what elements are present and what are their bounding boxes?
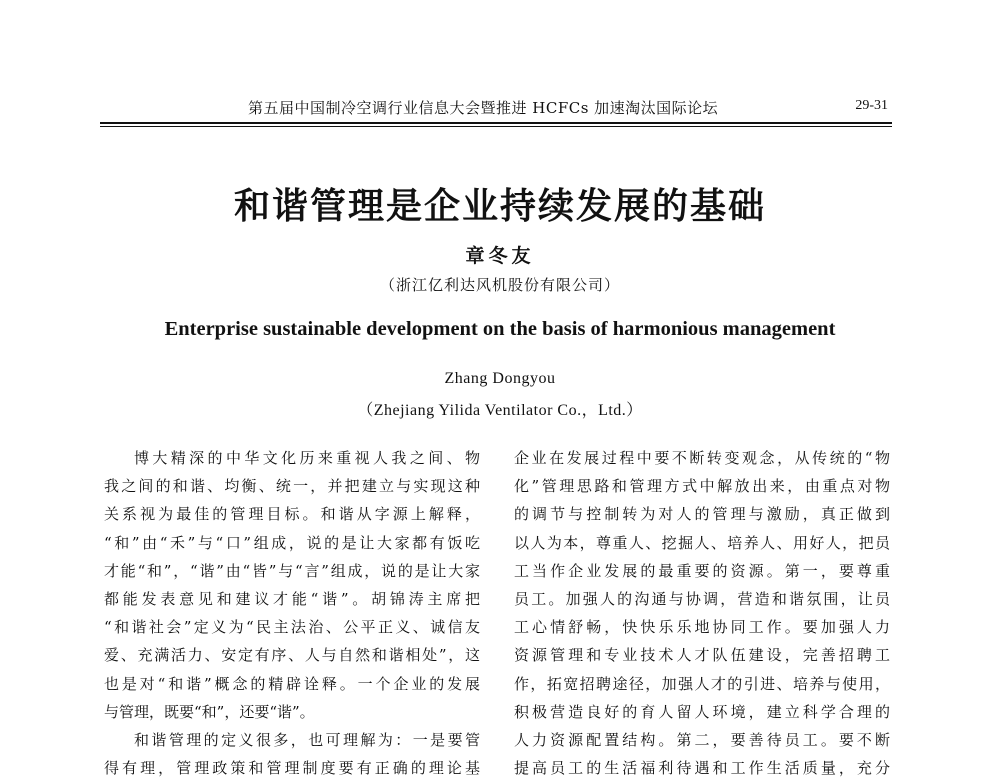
body-line: 关系视为最佳的管理目标。和谐从字源上解释， bbox=[104, 505, 480, 524]
running-header bbox=[100, 97, 890, 119]
affiliation-cn: （浙江亿利达风机股份有限公司） bbox=[379, 276, 620, 294]
body-line: 我之间的和谐、均衡、统一，并把建立与实现这种 bbox=[104, 477, 480, 496]
body-line: 爱、充满活力、安定有序、人与自然和谐相处”，这 bbox=[104, 646, 480, 665]
body-line: 作，拓宽招聘途径，加强人才的引进、培养与使用， bbox=[514, 674, 890, 693]
body-line: 资源管理和专业技术人才队伍建设，完善招聘工 bbox=[514, 646, 890, 665]
page-range: 29-31 bbox=[855, 98, 888, 113]
running-title: 第五届中国制冷空调行业信息大会暨推进 HCFCs 加速淘汰国际论坛 bbox=[248, 99, 719, 117]
body-line: 以人为本，尊重人、挖掘人、培养人、用好人，把员 bbox=[514, 533, 890, 552]
body-line: 也是对“和谐”概念的精辟诠释。一个企业的发展 bbox=[104, 674, 480, 693]
affiliation-en: （Zhejiang Yilida Ventilator Co.，Ltd.） bbox=[357, 402, 643, 419]
body-line: 人力资源配置结构。第二，要善待员工。要不断 bbox=[514, 730, 890, 749]
header-rule-thick bbox=[100, 122, 892, 124]
body-line: 和谐管理的定义很多，也可理解为：一是要管 bbox=[134, 730, 480, 749]
body-line: 企业在发展过程中要不断转变观念，从传统的“物 bbox=[514, 449, 890, 467]
author-en: Zhang Dongyou bbox=[444, 370, 556, 387]
body-column-left bbox=[104, 444, 480, 782]
article-title-en: Enterprise sustainable development on the basis of harmonious management bbox=[164, 318, 836, 340]
header-rule-thin bbox=[100, 126, 892, 127]
body-line: 员工。加强人的沟通与协调，营造和谐氛围，让员 bbox=[514, 589, 890, 608]
body-line: 才能“和”，“谐”由“皆”与“言”组成，说的是让大家 bbox=[104, 561, 480, 580]
body-line: 与管理，既要“和”，还要“谐”。 bbox=[104, 702, 315, 721]
body-line: 都能发表意见和建议才能“谐”。胡锦涛主席把 bbox=[104, 589, 480, 608]
body-line: “和”由“禾”与“口”组成，说的是让大家都有饭吃 bbox=[104, 533, 480, 552]
body-line: 的调节与控制转为对人的管理与激励，真正做到 bbox=[514, 505, 890, 524]
body-line: 化”管理思路和管理方式中解放出来，由重点对物 bbox=[514, 477, 890, 496]
body-line: 工当作企业发展的最重要的资源。第一，要尊重 bbox=[514, 561, 890, 580]
article-title-cn: 和谐管理是企业持续发展的基础 bbox=[233, 186, 766, 227]
author-cn: 章冬友 bbox=[465, 245, 535, 267]
body-column-right bbox=[514, 444, 890, 782]
body-line: 提高员工的生活福利待遇和工作生活质量，充分 bbox=[514, 759, 890, 778]
body-line: 工心情舒畅，快快乐乐地协同工作。要加强人力 bbox=[514, 618, 890, 637]
body-line: 得有理，管理政策和管理制度要有正确的理论基 bbox=[104, 759, 480, 778]
body-line: 博大精深的中华文化历来重视人我之间、物 bbox=[134, 449, 480, 467]
body-line: “和谐社会”定义为“民主法治、公平正义、诚信友 bbox=[104, 618, 480, 637]
body-line: 积极营造良好的育人留人环境，建立科学合理的 bbox=[514, 702, 890, 721]
